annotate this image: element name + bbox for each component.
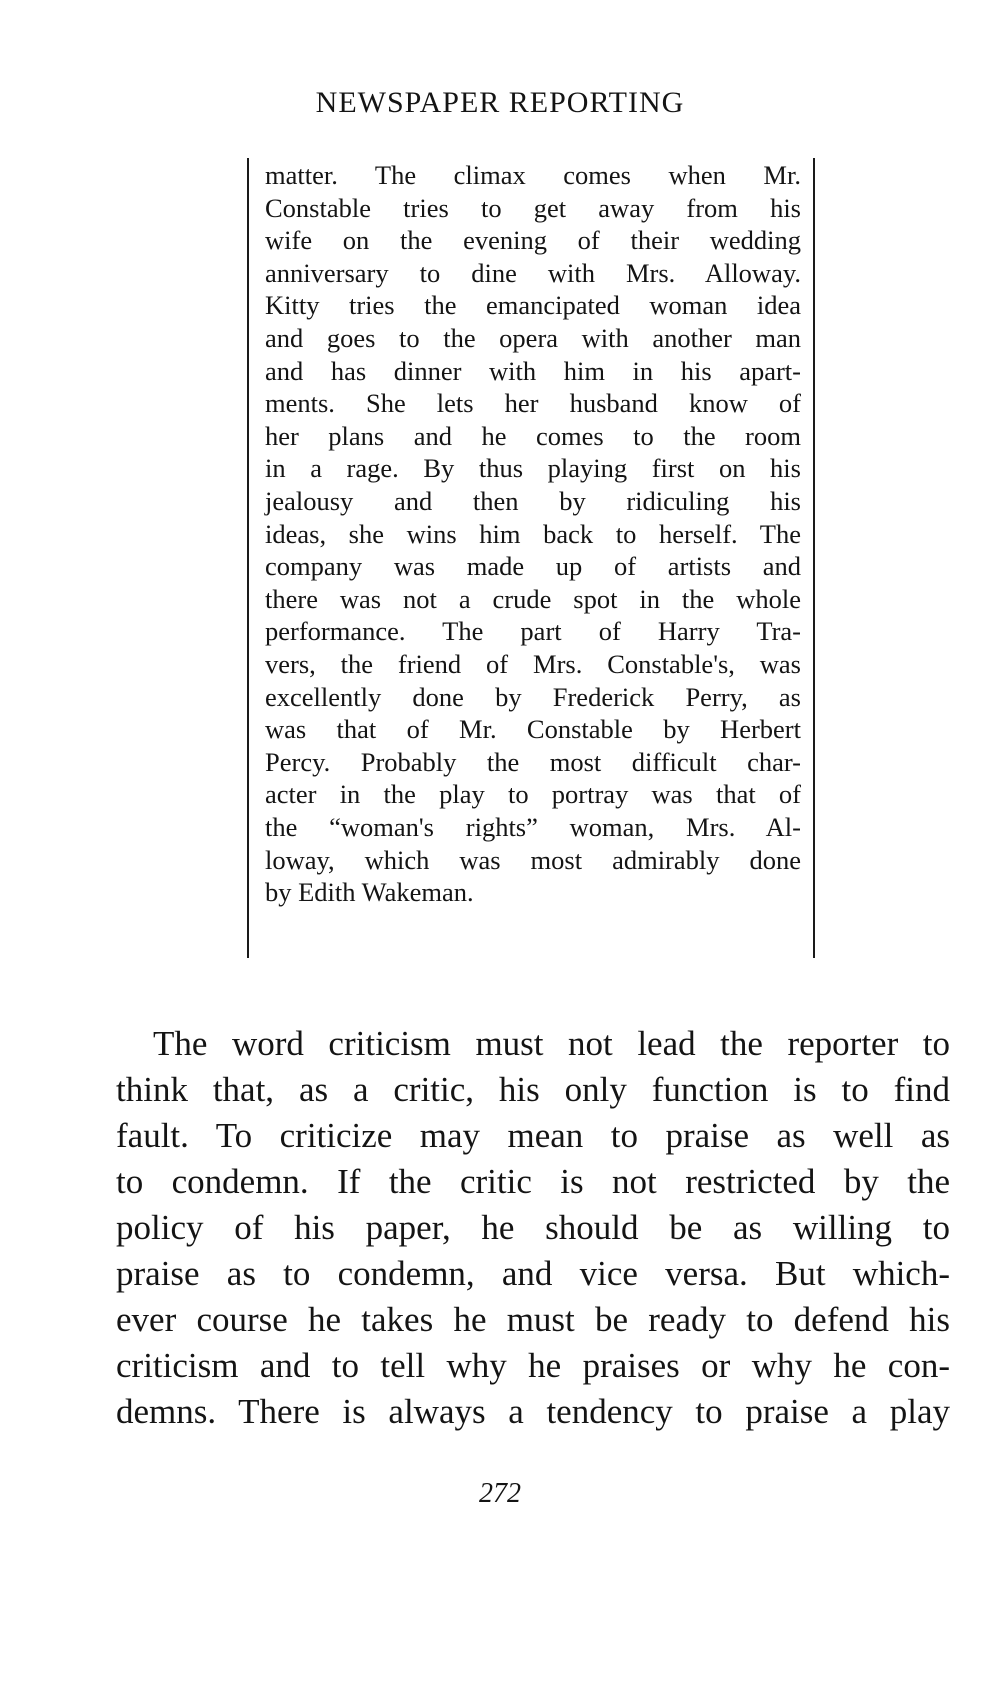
quote-line: Constable tries to get away from his [265,192,801,223]
quote-line: performance. The part of Harry Tra- [265,616,801,647]
quoted-review-block [247,158,815,958]
quote-line: by Edith Wakeman. [265,877,474,908]
body-line: criticism and to tell why he praises or why he con- [116,1346,950,1385]
body-line: demns. There is always a tendency to praise a play [116,1392,950,1431]
page-number: 272 [479,1478,521,1509]
quote-line: her plans and he comes to the room [265,420,801,451]
quote-line: vers, the friend of Mrs. Constable's, was [265,649,801,679]
quote-line: ments. She lets her husband know of [265,388,801,419]
quote-line: ideas, she wins him back to herself. The [265,518,801,549]
quote-line: there was not a crude spot in the whole [265,583,801,614]
quote-line: loway, which was most admirably done [265,844,801,875]
body-line: to condemn. If the critic is not restricted by the [116,1162,950,1201]
body-line: ever course he takes he must be ready to defend his [116,1300,950,1339]
body-line: fault. To criticize may mean to praise as well as [116,1116,950,1155]
body-line: policy of his paper, he should be as willing to [116,1208,950,1247]
quote-line: jealousy and then by ridiculing his [265,486,801,516]
quote-line: company was made up of artists and [265,551,801,582]
quote-line: was that of Mr. Constable by Herbert [265,714,801,745]
quote-line: Kitty tries the emancipated woman idea [265,290,801,321]
quote-line: anniversary to dine with Mrs. Alloway. [265,257,801,288]
quote-line: excellently done by Frederick Perry, as [265,681,801,712]
quote-line: matter. The climax comes when Mr. [265,160,801,190]
quote-line: acter in the play to portray was that of [265,779,801,810]
running-head: NEWSPAPER REPORTING [315,86,685,119]
quote-line: in a rage. By thus playing first on his [265,453,801,484]
body-line: The word criticism must not lead the reporter to [153,1024,950,1063]
quote-line: Percy. Probably the most difficult char- [265,746,801,777]
quote-line: the “woman's rights” woman, Mrs. Al- [265,812,801,842]
body-line: think that, as a critic, his only function is to find [116,1070,950,1109]
quote-line: wife on the evening of their wedding [265,225,801,256]
quote-line: and goes to the opera with another man [265,323,801,353]
quote-line: and has dinner with him in his apart- [265,355,801,386]
body-line: praise as to condemn, and vice versa. But which- [116,1254,950,1293]
